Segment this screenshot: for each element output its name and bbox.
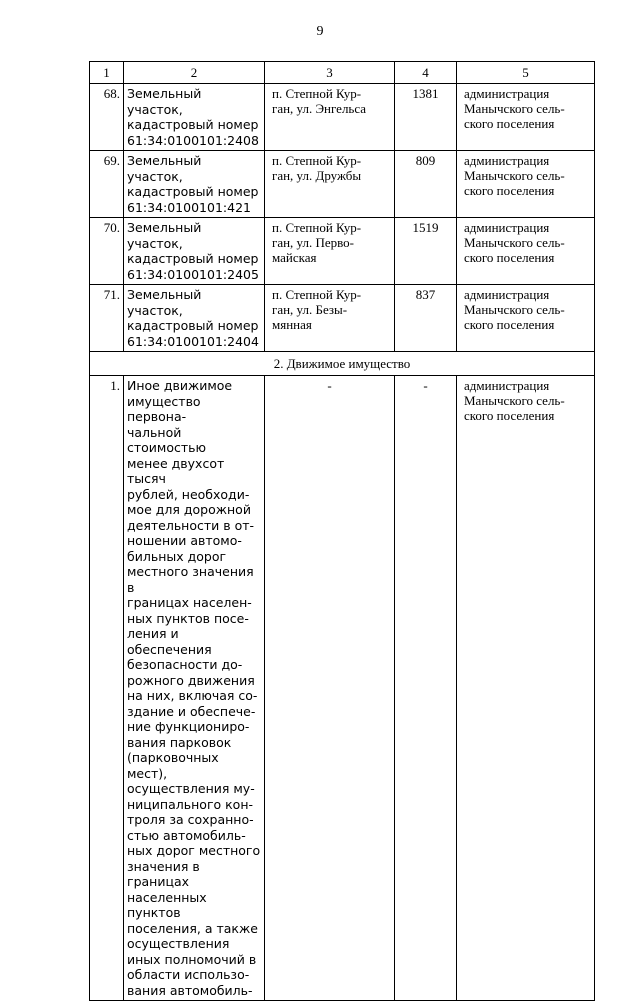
property-name: Земельный участок, кадастровый номер 61:34:0100101:2408	[124, 84, 265, 151]
property-holder: администрация Манычского сель- ского поселения	[457, 376, 595, 1001]
property-area: 1519	[395, 218, 457, 285]
property-holder: администрация Манычского сель- ского поселения	[457, 84, 595, 151]
table-header-row	[90, 62, 595, 84]
table-row	[90, 151, 595, 218]
property-address: п. Степной Кур- ган, ул. Безы- мянная	[265, 285, 395, 352]
property-name: Земельный участок, кадастровый номер 61:34:0100101:2405	[124, 218, 265, 285]
property-table	[89, 61, 595, 1001]
header-cell-2: 2	[124, 62, 265, 84]
row-number: 70.	[90, 218, 124, 285]
row-number: 68.	[90, 84, 124, 151]
property-name: Земельный участок, кадастровый номер 61:34:0100101:421	[124, 151, 265, 218]
row-number: 71.	[90, 285, 124, 352]
header-cell-3: 3	[265, 62, 395, 84]
table-row	[90, 285, 595, 352]
header-cell-1: 1	[90, 62, 124, 84]
property-holder: администрация Манычского сель- ского поселения	[457, 285, 595, 352]
property-address: п. Степной Кур- ган, ул. Энгельса	[265, 84, 395, 151]
property-address: -	[265, 376, 395, 1001]
section-row	[90, 352, 595, 376]
table-row	[90, 84, 595, 151]
page-number: 9	[316, 24, 324, 39]
property-holder: администрация Манычского сель- ского поселения	[457, 151, 595, 218]
table-row	[90, 218, 595, 285]
table-row	[90, 376, 595, 1001]
property-address: п. Степной Кур- ган, ул. Перво- майская	[265, 218, 395, 285]
header-cell-5: 5	[457, 62, 595, 84]
property-name: Иное движимое имущество первона- чальной стоимостью менее двухсот тысяч рублей, необходи- мое для дорожной деятельности в от- ношении автомо- бильных дорог местного значения в границах населен- ных пунктов посе- ления и обеспечения безопасности до- рожного движения на них, включая со- здание и обеспече- ние функциониро- вания парковок (парковочных мест), осуществления му- ниципального кон- троля за сохранно- стью автомобиль- ных дорог местного значения в границах населенных пунктов поселения, а также осуществления иных полномочий в области использо- вания автомобиль-	[124, 376, 265, 1001]
section-title: 2. Движимое имущество	[90, 352, 595, 376]
property-name: Земельный участок, кадастровый номер 61:34:0100101:2404	[124, 285, 265, 352]
row-number: 1.	[90, 376, 124, 1001]
header-cell-4: 4	[395, 62, 457, 84]
property-area: -	[395, 376, 457, 1001]
property-area: 809	[395, 151, 457, 218]
property-area: 837	[395, 285, 457, 352]
property-holder: администрация Манычского сель- ского поселения	[457, 218, 595, 285]
row-number: 69.	[90, 151, 124, 218]
property-address: п. Степной Кур- ган, ул. Дружбы	[265, 151, 395, 218]
property-area: 1381	[395, 84, 457, 151]
